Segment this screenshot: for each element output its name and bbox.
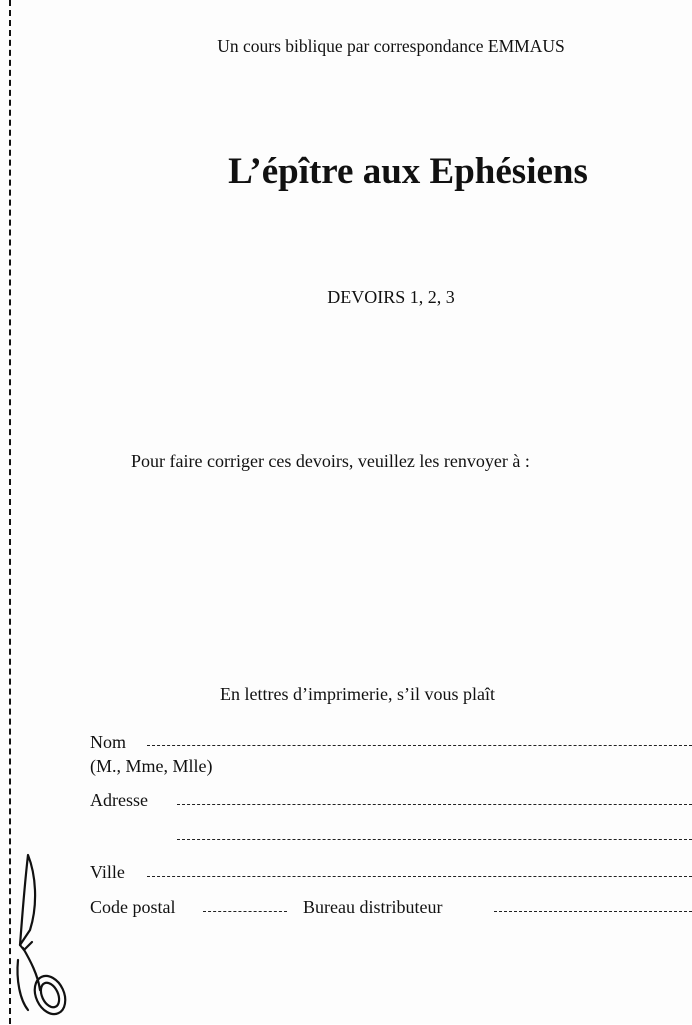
city-field[interactable] <box>147 876 692 877</box>
return-instructions: Pour faire corriger ces devoirs, veuillez les renvoyer à : <box>131 451 530 471</box>
course-line: Un cours biblique par correspondance EMMAUS <box>217 36 565 56</box>
distribution-office-label: Bureau distributeur <box>303 897 443 917</box>
postal-code-label: Code postal <box>90 897 176 917</box>
assignments-heading: DEVOIRS 1, 2, 3 <box>327 287 455 307</box>
title-options-label: (M., Mme, Mlle) <box>90 756 213 776</box>
scissors-icon <box>10 850 70 1025</box>
city-label: Ville <box>90 862 125 882</box>
page-title: L’épître aux Ephésiens <box>228 151 588 192</box>
postal-code-field[interactable] <box>203 911 287 912</box>
distribution-office-field[interactable] <box>494 911 692 912</box>
print-note: En lettres d’imprimerie, s’il vous plaît <box>220 684 495 704</box>
name-field[interactable] <box>147 745 692 746</box>
address-field[interactable] <box>177 804 692 805</box>
address-label: Adresse <box>90 790 148 810</box>
name-label: Nom <box>90 732 126 752</box>
address-line2-field[interactable] <box>177 839 692 840</box>
